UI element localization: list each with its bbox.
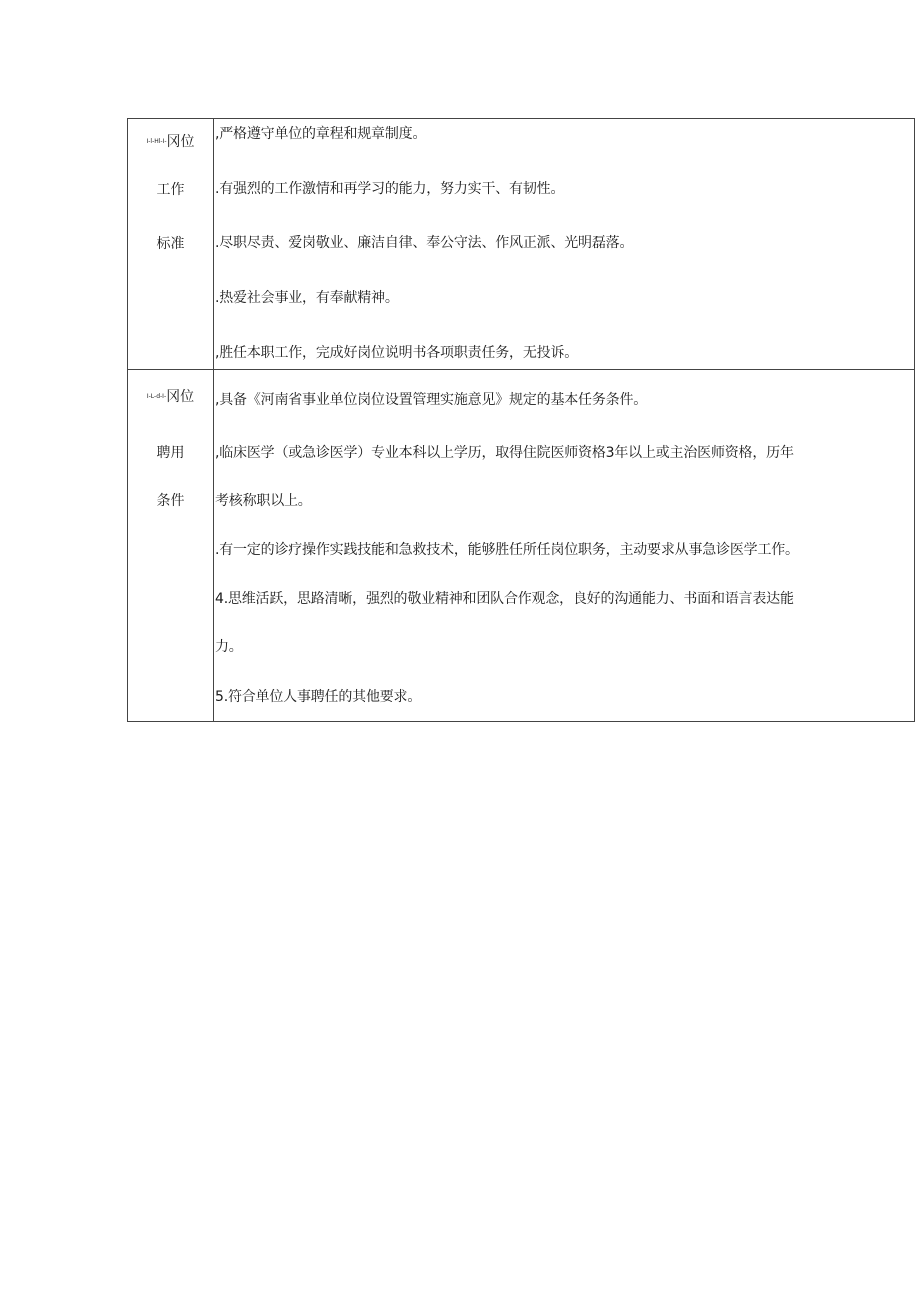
table-row-work-standard	[128, 119, 915, 370]
label-prefix-artifact: I-l-Hl-I-	[146, 138, 167, 145]
table-row-hiring-conditions	[128, 370, 915, 722]
content-line: .有强烈的工作激情和再学习的能力，努力实干、有韧性。	[215, 181, 565, 197]
content-line: 4.思维活跃，思路清晰，强烈的敬业精神和团队合作观念，良好的沟通能力、书面和语言表达能	[215, 591, 794, 607]
row-content-cell	[214, 370, 915, 722]
content-line: .有一定的诊疗操作实践技能和急救技术，能够胜任所任岗位职务，主动要求从事急诊医学工作。	[215, 542, 799, 558]
job-standards-table	[127, 118, 915, 722]
label-prefix-artifact: I-L-d-I-	[146, 393, 167, 400]
row-content-cell	[214, 119, 915, 370]
content-line: ,严格遵守单位的章程和规章制度。	[215, 126, 427, 142]
row-label-line-3: 标准	[156, 236, 185, 252]
row-label-line-2: 工作	[156, 182, 185, 198]
row-label-line-1: I-l-Hl-I-冈位	[146, 134, 195, 150]
row-label-line-1: I-L-d-I-冈位	[146, 389, 195, 405]
content-line: 考核称职以上。	[215, 493, 312, 509]
content-line: .热爱社会事业，有奉献精神。	[215, 290, 399, 306]
row-label-cell	[128, 119, 214, 370]
content-line: 力。	[215, 639, 243, 655]
content-line: .尽职尽责、爱岗敬业、廉洁自律、奉公守法、作风正派、光明磊落。	[215, 235, 634, 251]
row-label-cell	[128, 370, 214, 722]
content-line: ,胜任本职工作，完成好岗位说明书各项职责任务，无投诉。	[215, 345, 579, 361]
content-line: 5.符合单位人事聘任的其他要求。	[215, 689, 422, 705]
content-line: ,具备《河南省事业单位岗位设置管理实施意见》规定的基本任务条件。	[215, 392, 648, 408]
row-label-line-3: 条件	[156, 493, 185, 509]
content-line: ,临床医学（或急诊医学）专业本科以上学历，取得住院医师资格3年以上或主治医师资格，历年	[215, 445, 794, 461]
row-label-line-2: 聘用	[156, 445, 185, 461]
